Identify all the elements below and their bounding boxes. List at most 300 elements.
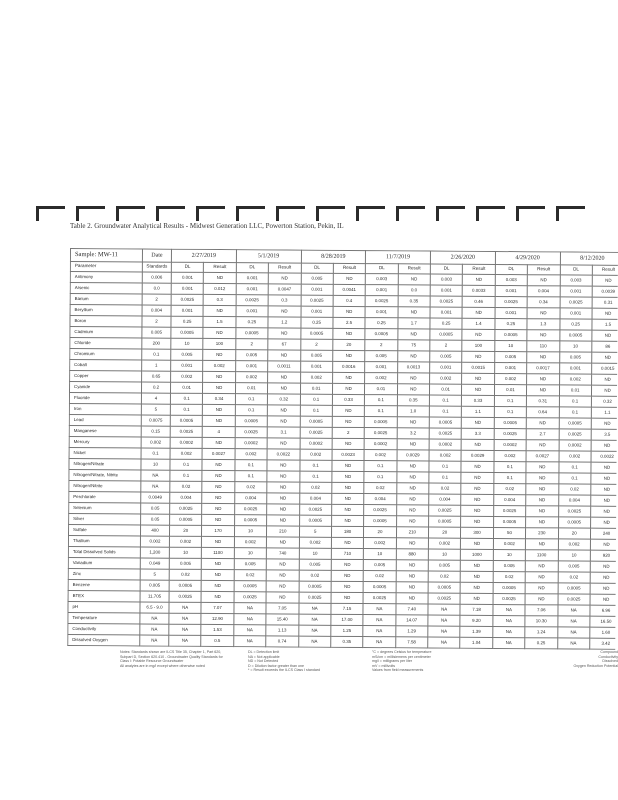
- parameter-name: Vanadium: [68, 557, 140, 569]
- parameter-name: Beryllium: [70, 305, 142, 317]
- result-cell: 0.0015: [592, 363, 618, 374]
- detection-limit-cell: 10: [495, 340, 527, 351]
- detection-limit-cell: 0.0005: [365, 417, 397, 428]
- parameter-name: Benzene: [68, 579, 140, 591]
- detection-limit-cell: 0.004: [170, 492, 202, 503]
- parameter-name: Manganese: [69, 425, 141, 437]
- result-cell: ND: [333, 273, 365, 284]
- result-cell: ND: [267, 515, 299, 526]
- detection-limit-cell: 0.0025: [300, 427, 332, 438]
- detection-limit-cell: 0.0025: [299, 504, 331, 515]
- detection-limit-cell: 0.0005: [300, 328, 332, 339]
- result-cell: 2.5: [333, 317, 365, 328]
- detection-limit-cell: NA: [363, 615, 395, 626]
- standard-value: 200: [142, 338, 171, 349]
- standard-value: NA: [141, 470, 170, 481]
- detection-limit-cell: 0.002: [234, 537, 266, 548]
- result-cell: ND: [331, 581, 363, 592]
- result-cell: 740: [266, 548, 298, 559]
- note-line: D = Dilution factor greater than one: [248, 663, 305, 668]
- detection-limit-cell: 0.25: [236, 317, 268, 328]
- dl-header: DL: [495, 264, 527, 274]
- result-cell: 230: [526, 528, 558, 539]
- result-cell: 0.31: [527, 396, 559, 407]
- parameter-name: Iron: [69, 403, 141, 415]
- detection-limit-cell: 0.1: [364, 461, 396, 472]
- result-cell: ND: [267, 493, 299, 504]
- result-cell: ND: [591, 462, 618, 473]
- detection-limit-cell: 0.1: [235, 405, 267, 416]
- result-cell: 920: [590, 550, 618, 561]
- result-cell: ND: [332, 438, 364, 449]
- note-line: Compound: [600, 650, 618, 654]
- result-cell: 0.0023: [332, 449, 364, 460]
- tab-mark: [196, 206, 225, 221]
- result-cell: ND: [462, 384, 494, 395]
- result-cell: ND: [202, 503, 234, 514]
- result-cell: 0.0: [398, 285, 430, 296]
- result-cell: ND: [527, 275, 559, 286]
- parameter-name: Mercury: [69, 436, 141, 448]
- detection-limit-cell: NA: [298, 603, 330, 614]
- result-cell: 2: [332, 427, 364, 438]
- standard-value: 0.05: [141, 514, 170, 525]
- result-cell: ND: [525, 583, 557, 594]
- detection-limit-cell: 0.1: [559, 407, 591, 418]
- result-cell: ND: [526, 473, 558, 484]
- detection-limit-cell: NA: [428, 604, 460, 615]
- detection-limit-cell: 0.001: [301, 284, 333, 295]
- tab-mark: [476, 206, 505, 221]
- result-cell: ND: [591, 473, 618, 484]
- detection-limit-cell: 20: [364, 527, 396, 538]
- detection-limit-cell: 0.001: [494, 362, 526, 373]
- result-cell: ND: [268, 383, 300, 394]
- detection-limit-cell: 0.005: [169, 558, 201, 569]
- result-cell: 1.39: [460, 626, 492, 637]
- parameter-header: Parameter: [70, 262, 142, 273]
- result-cell: ND: [332, 504, 364, 515]
- result-cell: ND: [331, 515, 363, 526]
- detection-limit-cell: 0.001: [171, 272, 203, 283]
- detection-limit-cell: NA: [557, 605, 589, 616]
- detection-limit-cell: 0.005: [494, 351, 526, 362]
- result-cell: ND: [203, 305, 235, 316]
- detection-limit-cell: 0.005: [430, 351, 462, 362]
- detection-limit-cell: 0.0025: [428, 593, 460, 604]
- detection-limit-cell: NA: [492, 637, 524, 648]
- result-cell: ND: [332, 416, 364, 427]
- result-cell: ND: [331, 592, 363, 603]
- result-cell: ND: [525, 594, 557, 605]
- result-cell: 880: [396, 549, 428, 560]
- result-cell: ND: [397, 373, 429, 384]
- result-cell: 1.4: [462, 318, 494, 329]
- result-cell: 1.7: [398, 318, 430, 329]
- result-cell: 100: [203, 338, 235, 349]
- result-cell: ND: [267, 405, 299, 416]
- detection-limit-cell: 0.0005: [363, 582, 395, 593]
- detection-limit-cell: 0.0025: [170, 503, 202, 514]
- result-cell: 1.29: [395, 626, 427, 637]
- detection-limit-cell: 0.0002: [559, 440, 591, 451]
- standard-value: NA: [140, 624, 169, 635]
- detection-limit-cell: 0.02: [493, 571, 525, 582]
- result-cell: ND: [396, 582, 428, 593]
- detection-limit-cell: 0.001: [365, 307, 397, 318]
- standard-value: 2: [142, 316, 171, 327]
- standard-value: 6.5 - 9.0: [140, 602, 169, 613]
- result-cell: ND: [526, 418, 558, 429]
- result-cell: 2.7: [526, 429, 558, 440]
- result-cell: ND: [204, 272, 236, 283]
- result-header: Result: [333, 263, 365, 273]
- result-cell: 7.58: [395, 637, 427, 648]
- detection-limit-cell: 5: [299, 526, 331, 537]
- note-line: Class I: Potable Resource Groundwater: [120, 659, 184, 664]
- result-cell: 75: [397, 340, 429, 351]
- parameter-name: Lead: [69, 414, 141, 426]
- standard-value: 10: [141, 459, 170, 470]
- result-cell: 0.0022: [267, 449, 299, 460]
- detection-limit-cell: 0.001: [430, 285, 462, 296]
- sample-date: 8/12/2020: [560, 252, 618, 265]
- detection-limit-cell: 0.002: [169, 536, 201, 547]
- table-notes: [120, 650, 618, 674]
- result-cell: 0.35: [397, 395, 429, 406]
- result-cell: ND: [591, 374, 618, 385]
- parameter-name: Cyanide: [69, 382, 141, 394]
- result-cell: 1.5: [203, 316, 235, 327]
- result-cell: 0.002: [203, 360, 235, 371]
- result-cell: ND: [332, 405, 364, 416]
- parameter-name: Cadmium: [70, 327, 142, 339]
- detection-limit-cell: 0.002: [428, 538, 460, 549]
- detection-limit-cell: 0.02: [558, 572, 590, 583]
- result-cell: 3.3: [462, 428, 494, 439]
- note-line: mV = millivolts: [372, 663, 396, 668]
- detection-limit-cell: 0.02: [558, 484, 590, 495]
- detection-limit-cell: 0.0002: [429, 439, 461, 450]
- detection-limit-cell: 0.001: [560, 308, 592, 319]
- detection-limit-cell: NA: [169, 624, 201, 635]
- detection-limit-cell: 0.005: [558, 561, 590, 572]
- result-cell: 0.33: [332, 394, 364, 405]
- result-cell: ND: [267, 471, 299, 482]
- detection-limit-cell: 0.1: [494, 395, 526, 406]
- result-cell: 0.35: [398, 296, 430, 307]
- detection-limit-cell: 0.001: [236, 284, 268, 295]
- detection-limit-cell: 0.001: [559, 363, 591, 374]
- detection-limit-cell: 0.1: [300, 405, 332, 416]
- result-cell: ND: [332, 482, 364, 493]
- note-line: °C = degrees Celsius for temperature: [372, 650, 432, 654]
- detection-limit-cell: 0.002: [300, 372, 332, 383]
- result-cell: 110: [527, 341, 559, 352]
- detection-limit-cell: NA: [234, 614, 266, 625]
- dl-header: DL: [301, 263, 333, 273]
- detection-limit-cell: 0.0005: [365, 329, 397, 340]
- result-cell: ND: [397, 439, 429, 450]
- detection-limit-cell: 0.003: [495, 274, 527, 285]
- detection-limit-cell: 0.25: [495, 318, 527, 329]
- detection-limit-cell: 0.0005: [299, 515, 331, 526]
- detection-limit-cell: 0.001: [495, 285, 527, 296]
- result-cell: 1.2: [268, 317, 300, 328]
- parameter-name: Silver: [69, 513, 141, 525]
- result-cell: ND: [203, 327, 235, 338]
- result-cell: 0.34: [203, 393, 235, 404]
- result-cell: ND: [462, 329, 494, 340]
- result-cell: 180: [331, 526, 363, 537]
- detection-limit-cell: 0.001: [235, 361, 267, 372]
- result-cell: ND: [331, 570, 363, 581]
- result-cell: 1.24: [525, 627, 557, 638]
- detection-limit-cell: 0.002: [558, 539, 590, 550]
- parameter-name: Nickel: [69, 447, 141, 459]
- result-cell: ND: [396, 472, 428, 483]
- result-cell: ND: [397, 351, 429, 362]
- detection-limit-cell: 0.0025: [493, 505, 525, 516]
- result-cell: ND: [332, 372, 364, 383]
- result-cell: ND: [592, 352, 618, 363]
- detection-limit-cell: 0.1: [170, 470, 202, 481]
- sample-date: 2/26/2020: [430, 251, 495, 264]
- result-cell: ND: [461, 494, 493, 505]
- detection-limit-cell: NA: [169, 635, 201, 646]
- detection-limit-cell: 0.004: [493, 494, 525, 505]
- sample-label: Sample: MW-11: [70, 249, 142, 263]
- result-cell: 1100: [202, 547, 234, 558]
- detection-limit-cell: 0.0005: [236, 328, 268, 339]
- detection-limit-cell: 0.002: [364, 450, 396, 461]
- result-cell: 0.32: [268, 394, 300, 405]
- result-cell: 86: [592, 341, 618, 352]
- result-cell: ND: [590, 583, 618, 594]
- result-cell: 15.40: [266, 614, 298, 625]
- detection-limit-cell: 0.003: [366, 274, 398, 285]
- note-line: ND = Not Detected: [248, 659, 279, 664]
- result-cell: ND: [526, 495, 558, 506]
- detection-limit-cell: 0.02: [235, 482, 267, 493]
- result-cell: ND: [266, 559, 298, 570]
- detection-limit-cell: 0.1: [558, 462, 590, 473]
- detection-limit-cell: 0.004: [429, 494, 461, 505]
- detection-limit-cell: 0.0025: [558, 506, 590, 517]
- result-cell: ND: [397, 461, 429, 472]
- result-header: Result: [527, 265, 559, 275]
- result-cell: ND: [397, 417, 429, 428]
- date-label: Date: [142, 249, 171, 262]
- result-cell: ND: [592, 275, 618, 286]
- note-line: Notes: Standards shown are ILCS Title 35, Chapter 1, Part 620,: [120, 650, 222, 654]
- result-cell: ND: [462, 351, 494, 362]
- detection-limit-cell: 0.001: [171, 283, 203, 294]
- result-cell: 7.15: [331, 603, 363, 614]
- result-cell: 0.0029: [461, 450, 493, 461]
- detection-limit-cell: 0.0025: [169, 591, 201, 602]
- result-cell: ND: [202, 514, 234, 525]
- parameter-name: Fluoride: [69, 392, 141, 404]
- detection-limit-cell: 10: [299, 548, 331, 559]
- result-cell: 710: [331, 548, 363, 559]
- detection-limit-cell: 0.02: [364, 483, 396, 494]
- detection-limit-cell: 0.0005: [235, 416, 267, 427]
- tab-mark: [156, 206, 185, 221]
- detection-limit-cell: 0.0005: [234, 515, 266, 526]
- detection-limit-cell: 0.1: [558, 473, 590, 484]
- detection-limit-cell: NA: [363, 604, 395, 615]
- result-cell: 0.0016: [333, 361, 365, 372]
- tab-mark: [396, 206, 425, 221]
- result-cell: ND: [461, 516, 493, 527]
- dl-header: DL: [236, 263, 268, 273]
- result-cell: 0.34: [527, 297, 559, 308]
- detection-limit-cell: 0.0025: [558, 594, 590, 605]
- detection-limit-cell: 0.1: [559, 396, 591, 407]
- result-cell: ND: [203, 415, 235, 426]
- detection-limit-cell: 10: [493, 549, 525, 560]
- result-cell: ND: [332, 471, 364, 482]
- detection-limit-cell: 0.002: [170, 448, 202, 459]
- detection-limit-cell: 0.002: [235, 449, 267, 460]
- standard-value: 1: [142, 360, 171, 371]
- result-cell: ND: [463, 274, 495, 285]
- note-line: Dissolved: [602, 659, 618, 664]
- result-cell: ND: [332, 383, 364, 394]
- result-cell: 6.96: [590, 605, 618, 616]
- detection-limit-cell: 0.02: [363, 571, 395, 582]
- parameter-name: Copper: [70, 371, 142, 383]
- detection-limit-cell: 0.0005: [428, 582, 460, 593]
- result-cell: ND: [527, 385, 559, 396]
- detection-limit-cell: NA: [428, 637, 460, 648]
- detection-limit-cell: 0.02: [429, 483, 461, 494]
- standard-value: 0.002: [141, 437, 170, 448]
- detection-limit-cell: 0.005: [235, 350, 267, 361]
- detection-limit-cell: 0.002: [171, 371, 203, 382]
- detection-limit-cell: 0.002: [559, 374, 591, 385]
- detection-limit-cell: 0.005: [301, 273, 333, 284]
- detection-limit-cell: 0.001: [301, 306, 333, 317]
- result-cell: ND: [396, 483, 428, 494]
- result-cell: ND: [267, 438, 299, 449]
- detection-limit-cell: 0.002: [299, 537, 331, 548]
- result-cell: 0.0027: [526, 451, 558, 462]
- result-cell: 3.5: [591, 429, 618, 440]
- result-cell: ND: [333, 350, 365, 361]
- note-line: * = Result exceeds the ILCS Class I standard: [248, 668, 321, 673]
- detection-limit-cell: 0.001: [365, 285, 397, 296]
- parameter-name: Thallium: [68, 535, 140, 547]
- result-cell: ND: [590, 594, 618, 605]
- detection-limit-cell: 0.0005: [170, 514, 202, 525]
- tab-mark: [36, 206, 65, 221]
- result-cell: 0.0047: [268, 284, 300, 295]
- notes-column: [248, 650, 320, 673]
- detection-limit-cell: 2: [236, 339, 268, 350]
- standard-value: 1,200: [140, 547, 169, 558]
- detection-limit-cell: 0.002: [235, 372, 267, 383]
- tab-mark: [76, 206, 105, 221]
- parameter-name: Perchlorate: [69, 491, 141, 503]
- result-cell: ND: [590, 572, 618, 583]
- result-cell: 12.90: [201, 613, 233, 624]
- standard-value: 11.705: [140, 591, 169, 602]
- detection-limit-cell: 0.1: [365, 406, 397, 417]
- result-cell: 0.46: [462, 296, 494, 307]
- detection-limit-cell: NA: [363, 637, 395, 648]
- detection-limit-cell: 0.001: [236, 273, 268, 284]
- result-cell: ND: [526, 440, 558, 451]
- parameter-name: Chromium: [70, 349, 142, 361]
- result-cell: ND: [461, 483, 493, 494]
- result-cell: ND: [527, 330, 559, 341]
- result-cell: ND: [267, 537, 299, 548]
- standard-value: 0.0: [142, 283, 171, 294]
- detection-limit-cell: 20: [428, 527, 460, 538]
- result-cell: ND: [202, 470, 234, 481]
- result-cell: ND: [526, 506, 558, 517]
- result-cell: ND: [203, 382, 235, 393]
- detection-limit-cell: 0.1: [299, 471, 331, 482]
- detection-limit-cell: 0.0025: [560, 297, 592, 308]
- detection-limit-cell: 2: [365, 340, 397, 351]
- result-cell: ND: [461, 571, 493, 582]
- result-cell: 1100: [525, 550, 557, 561]
- detection-limit-cell: 0.0005: [234, 581, 266, 592]
- result-cell: ND: [462, 417, 494, 428]
- tab-mark: [436, 206, 465, 221]
- result-cell: 0.0027: [202, 448, 234, 459]
- detection-limit-cell: NA: [234, 625, 266, 636]
- result-cell: 17.00: [331, 614, 363, 625]
- result-cell: 0.64: [526, 407, 558, 418]
- detection-limit-cell: NA: [363, 626, 395, 637]
- detection-limit-cell: 0.0005: [429, 516, 461, 527]
- result-header: Result: [268, 263, 300, 273]
- result-cell: 67: [268, 339, 300, 350]
- detection-limit-cell: 0.001: [300, 361, 332, 372]
- detection-limit-cell: 10: [428, 549, 460, 560]
- detection-limit-cell: 0.1: [494, 461, 526, 472]
- detection-limit-cell: 10: [234, 548, 266, 559]
- result-cell: ND: [331, 559, 363, 570]
- result-cell: ND: [333, 328, 365, 339]
- detection-limit-cell: 10: [169, 547, 201, 558]
- result-cell: ND: [462, 373, 494, 384]
- result-cell: ND: [460, 582, 492, 593]
- result-cell: ND: [461, 461, 493, 472]
- detection-limit-cell: 50: [493, 527, 525, 538]
- result-cell: 0.33: [462, 395, 494, 406]
- detection-limit-cell: 0.003: [560, 275, 592, 286]
- result-cell: ND: [202, 492, 234, 503]
- result-cell: 7.40: [396, 604, 428, 615]
- detection-limit-cell: 0.0025: [171, 294, 203, 305]
- detection-limit-cell: 0.005: [171, 349, 203, 360]
- detection-limit-cell: 0.004: [558, 495, 590, 506]
- detection-limit-cell: 0.005: [299, 559, 331, 570]
- detection-limit-cell: 0.005: [493, 560, 525, 571]
- result-cell: ND: [398, 274, 430, 285]
- result-cell: 0.35: [331, 636, 363, 647]
- detection-limit-cell: 10: [559, 341, 591, 352]
- detection-limit-cell: 0.0005: [430, 329, 462, 340]
- detection-limit-cell: 0.0025: [494, 428, 526, 439]
- detection-limit-cell: 0.004: [234, 493, 266, 504]
- result-cell: ND: [267, 460, 299, 471]
